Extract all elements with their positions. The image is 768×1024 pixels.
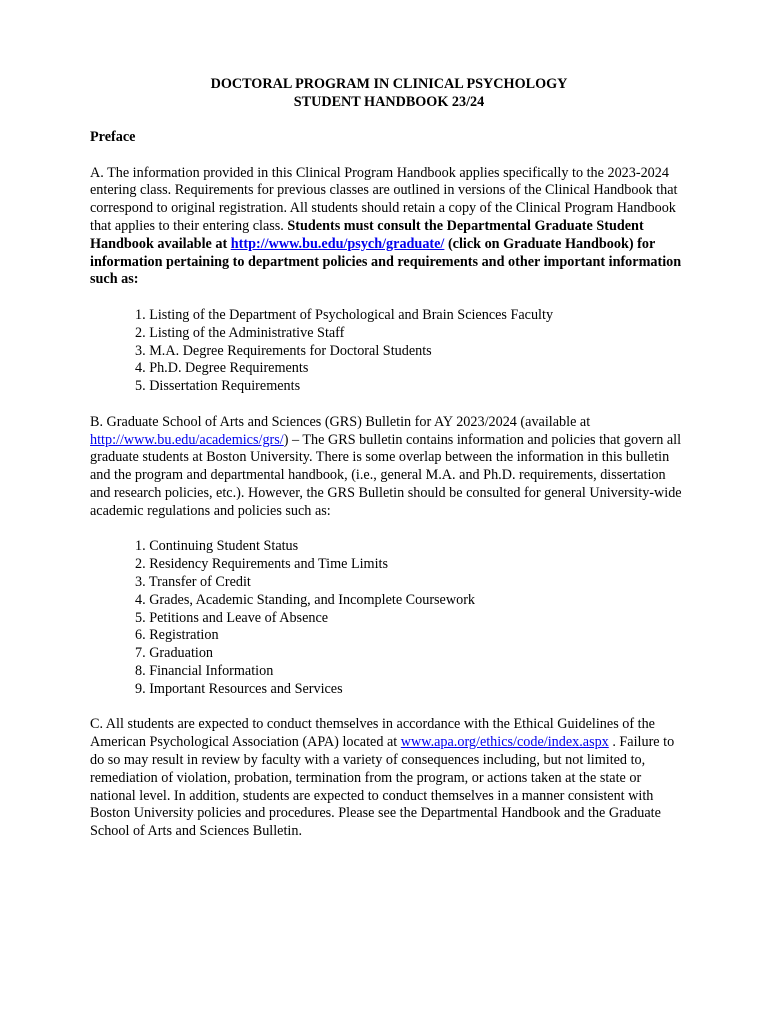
list-item: 1. Continuing Student Status	[135, 538, 299, 555]
list-item: 5. Petitions and Leave of Absence	[135, 609, 329, 626]
preface-heading: Preface	[90, 129, 136, 146]
section-a-bold-text-continued: (click on Graduate Handbook) for information pertaining to department policies and requirements and other important information such as:	[90, 235, 682, 288]
list-item: 2. Listing of the Administrative Staff	[135, 324, 345, 341]
department-handbook-link[interactable]: http://www.bu.edu/psych/graduate/	[230, 235, 445, 252]
section-b	[90, 414, 688, 699]
document-content	[90, 76, 688, 841]
section-b-text-continued: ) – The GRS bulletin contains information and policies that govern all graduate students at Boston University. There is some overlap between the information in this bulletin and the program and departmental handbook, (i.e., general M.A. and Ph.D. requirements, dissertation and research policies, etc.). However, the GRS Bulletin should be consulted for general University-wide academic regulations and policies such as:	[90, 431, 682, 519]
section-a	[90, 165, 688, 396]
document-title-line-1: DOCTORAL PROGRAM IN CLINICAL PSYCHOLOGY	[210, 76, 568, 92]
list-item: 8. Financial Information	[135, 663, 274, 679]
section-c	[90, 716, 688, 841]
section-a-list	[135, 307, 688, 396]
list-item: 1. Listing of the Department of Psychological and Brain Sciences Faculty	[135, 307, 554, 324]
list-item: 4. Ph.D. Degree Requirements	[135, 360, 309, 377]
section-a-bold-text: Students must consult the Departmental Graduate Student Handbook available at	[90, 218, 644, 252]
section-c-paragraph	[90, 716, 688, 841]
section-b-text: B. Graduate School of Arts and Sciences (GRS) Bulletin for AY 2023/2024 (available at	[90, 413, 591, 430]
list-item: 3. Transfer of Credit	[135, 574, 251, 591]
section-b-list	[135, 538, 688, 698]
list-item: 2. Residency Requirements and Time Limits	[135, 556, 388, 573]
grs-bulletin-link[interactable]: http://www.bu.edu/academics/grs/	[90, 431, 284, 448]
document-title-line-2: STUDENT HANDBOOK 23/24	[293, 93, 485, 110]
list-item: 6. Registration	[135, 627, 219, 644]
section-b-paragraph	[90, 414, 688, 521]
section-c-text-continued: . Failure to do so may result in review by faculty with a variety of consequences including, but not limited to, remediation of violation, probation, termination from the program, or actions taken at the state or national level. In addition, students are expected to conduct themselves in a manner consistent with Boston University policies and procedures. Please see the Departmental Handbook and the Graduate School of Arts and Sciences Bulletin.	[90, 734, 675, 840]
list-item: 3. M.A. Degree Requirements for Doctoral Students	[135, 342, 432, 359]
list-item: 9. Important Resources and Services	[135, 680, 343, 697]
list-item: 4. Grades, Academic Standing, and Incomplete Coursework	[135, 591, 476, 608]
list-item: 7. Graduation	[135, 645, 214, 662]
section-c-text: C. All students are expected to conduct themselves in accordance with the Ethical Guidelines of the American Psychological Association (APA) located at	[90, 716, 655, 751]
section-a-text: A. The information provided in this Clinical Program Handbook applies specifically to the 2023-2024 entering class. Requirements for previous classes are outlined in versions of the Clinical Handbook that correspond to original registration. All students should retain a copy of the Clinical Program Handbook that applies to their entering class.	[90, 164, 678, 235]
section-a-paragraph	[90, 165, 688, 290]
list-item: 5. Dissertation Requirements	[135, 378, 301, 395]
apa-ethics-code-link[interactable]: www.apa.org/ethics/code/index.aspx	[400, 734, 609, 751]
